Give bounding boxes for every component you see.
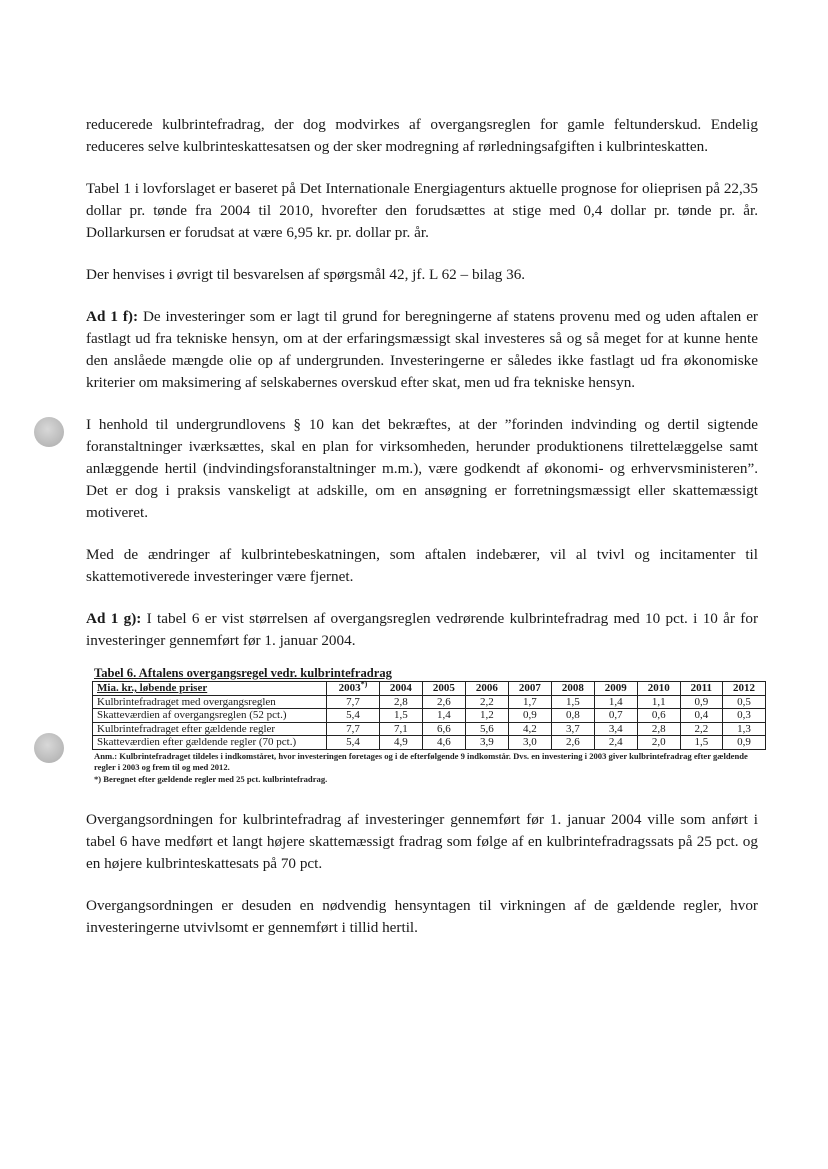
cell: 3,4 [594,722,637,736]
cell: 0,9 [680,695,722,709]
cell: 5,6 [465,722,508,736]
row-label: Kulbrintefradraget med overgangsreglen [93,695,327,709]
cell: 2,2 [680,722,722,736]
cell: 3,7 [551,722,594,736]
table6-year-2007: 2007 [508,682,551,696]
cell: 0,5 [722,695,765,709]
cell: 2,0 [637,736,680,750]
table6 [92,681,766,750]
table-row [93,736,766,750]
cell: 7,7 [327,695,380,709]
cell: 0,6 [637,709,680,723]
table-row [93,695,766,709]
cell: 1,5 [379,709,422,723]
row-label: Skatteværdien af overgangsreglen (52 pct.) [93,709,327,723]
cell: 0,9 [508,709,551,723]
cell: 2,2 [465,695,508,709]
paragraph-overgangsordning-2: Overgangsordningen er desuden en nødvendig hensyntagen til virkningen af de gældende regler, hvor investeringerne utvivlsomt er gennemført i tillid hertil. [86,896,758,936]
table6-header-label: Mia. kr., løbende priser [93,682,327,696]
cell: 1,7 [508,695,551,709]
cell: 3,9 [465,736,508,750]
table6-note: Anm.: Kulbrintefradraget tildeles i indkomståret, hvor investeringen foretages og i de efterfølgende 9 indkomstår. Dvs. en investering i 2003 giver kulbrintefradrag efter gældende regler i 2003 og frem til og med 2012. [94,750,748,772]
cell: 0,7 [594,709,637,723]
paragraph-henvisning: Der henvises i øvrigt til besvarelsen af spørgsmål 42, jf. L 62 – bilag 36. [86,266,526,283]
cell: 1,1 [637,695,680,709]
paragraph-ad1g [86,608,758,652]
table6-year-2006: 2006 [465,682,508,696]
cell: 7,1 [379,722,422,736]
cell: 5,4 [327,736,380,750]
table-row [93,722,766,736]
cell: 4,2 [508,722,551,736]
ad1f-label: Ad 1 f): [86,308,139,325]
ad1f-text: De investeringer som er lagt til grund for beregningerne af statens provenu med og uden aftalen er fastlagt ud fra tekniske hensyn, om at der erfaringsmæssigt skal investeres så og så meget for at kunne hente den anslåede mængde olie op af undergrunden. Investeringerne er således ikke fastlagt ud fra økonomiske kriterier om maksimering af selskabernes overskud efter skat, men ud fra tekniske hensyn. [86,308,758,391]
cell: 4,6 [422,736,465,750]
cell: 1,4 [594,695,637,709]
table6-year-2008: 2008 [551,682,594,696]
cell: 3,0 [508,736,551,750]
table6-year-2004: 2004 [379,682,422,696]
table6-year-2011: 2011 [680,682,722,696]
ad1g-text: I tabel 6 er vist størrelsen af overgangsreglen vedrørende kulbrintefradrag med 10 pct. i 10 år for investeringer gennemført før 1. januar 2004. [86,610,759,649]
punch-hole-upper [34,417,64,447]
table6-year-2010: 2010 [637,682,680,696]
cell: 1,4 [422,709,465,723]
cell: 0,3 [722,709,765,723]
cell: 2,6 [422,695,465,709]
paragraph-tabel1: Tabel 1 i lovforslaget er baseret på Det Internationale Energiagenturs aktuelle prognose for olieprisen på 22,35 dollar pr. tønde fra 2004 til 2010, hvorefter den forudsættes at stige med 0,4 dollar pr. tønde pr. år. Dollarkursen er forudsat at være 6,95 kr. pr. dollar pr. år. [86,180,758,241]
cell: 0,9 [722,736,765,750]
paragraph-undergrundlov: I henhold til undergrundlovens § 10 kan det bekræftes, at der ”forinden indvinding og dertil sigtende foranstaltninger iværksættes, skal en plan for virksomheden, herunder produktionens tilrettelæggelse samt anlæggende hertil (indvindingsforanstaltninger m.m.), være godkendt af økonomi- og erhvervsministeren”. Det er dog i praksis vanskeligt at adskille, om en ansøgning er forretningsmæssigt eller skattemæssigt motiveret. [86,416,758,521]
cell: 2,6 [551,736,594,750]
cell: 6,6 [422,722,465,736]
cell: 2,8 [637,722,680,736]
paragraph-aendringer: Med de ændringer af kulbrintebeskatningen, som aftalen indebærer, vil al tvivl og incitamenter til skattemotiverede investeringer være fjernet. [86,546,758,585]
table6-block [92,666,766,785]
table6-footnote: *) Beregnet efter gældende regler med 25 pct. kulbrintefradrag. [94,773,328,784]
document-page [86,114,758,959]
table6-year-2009: 2009 [594,682,637,696]
cell: 0,8 [551,709,594,723]
cell: 7,7 [327,722,380,736]
paragraph-ad1f [86,306,758,394]
cell: 5,4 [327,709,380,723]
cell: 2,4 [594,736,637,750]
cell: 2,8 [379,695,422,709]
row-label: Skatteværdien efter gældende regler (70 pct.) [93,736,327,750]
row-label: Kulbrintefradraget efter gældende regler [93,722,327,736]
cell: 4,9 [379,736,422,750]
table6-title: Tabel 6. Aftalens overgangsregel vedr. kulbrintefradrag [94,666,392,680]
ad1g-label: Ad 1 g): [86,610,142,627]
table-row [93,709,766,723]
table6-year-2003: 2003*) [327,682,380,696]
table6-year-2012: 2012 [722,682,765,696]
cell: 0,4 [680,709,722,723]
cell: 1,2 [465,709,508,723]
cell: 1,3 [722,722,765,736]
cell: 1,5 [680,736,722,750]
table6-header-row [93,682,766,696]
paragraph-overgangsordning-1: Overgangsordningen for kulbrintefradrag af investeringer gennemført før 1. januar 2004 ville som anført i tabel 6 have medført et langt højere skattemæssigt fradrag som følge af en kulbrintefradragssats på 25 pct. og en højere kulbrinteskattesats på 70 pct. [86,810,758,872]
paragraph-kulbrintefradrag: reducerede kulbrintefradrag, der dog modvirkes af overgangsreglen for gamle feltunderskud. Endelig reduceres selve kulbrinteskattesatsen og der sker modregning af rørledningsafgiften i kulbrinteskatten. [86,116,758,155]
table6-year-2005: 2005 [422,682,465,696]
cell: 1,5 [551,695,594,709]
punch-hole-lower [34,733,64,763]
